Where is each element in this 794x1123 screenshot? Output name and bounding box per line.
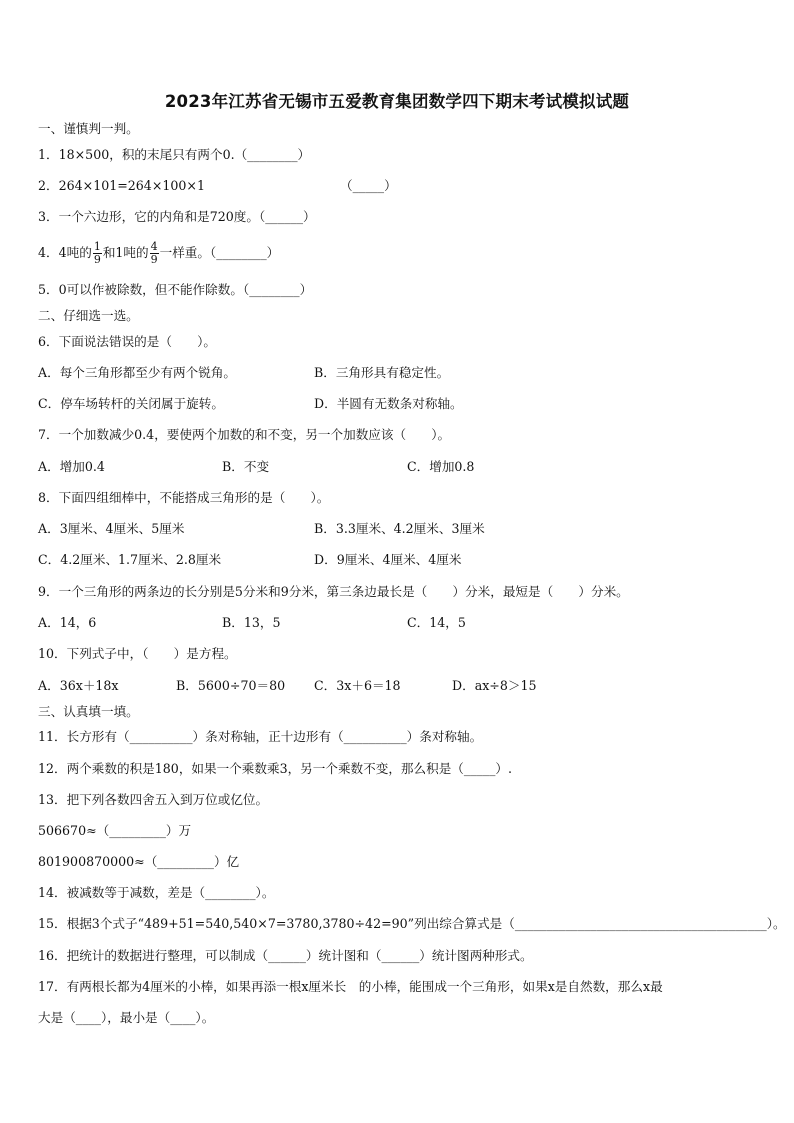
fraction-denominator: 9 xyxy=(150,253,158,266)
question-2: 2．264×101=264×100×1 xyxy=(38,178,205,193)
question-17-continued: 大是（____），最小是（____）。 xyxy=(38,1010,215,1025)
question-15: 15．根据3个式子“489+51=540,540×7=3780,3780÷42=90”列出综合算式是（________________________________________）。 xyxy=(38,916,786,931)
question-13-part-2: 801900870000≈（_________）亿 xyxy=(38,854,240,869)
fraction-one-ninth xyxy=(93,241,102,266)
question-3: 3．一个六边形，它的内角和是720度。（______） xyxy=(38,209,316,224)
question-2-answer-blank: （_____） xyxy=(340,178,397,193)
question-14: 14．被减数等于减数，差是（________）。 xyxy=(38,885,275,900)
question-7-option-c: C．增加0.8 xyxy=(407,459,475,474)
question-7-option-a: A．增加0.4 xyxy=(38,459,105,474)
page-title: 2023年江苏省无锡市五爱教育集团数学四下期末考试模拟试题 xyxy=(164,92,630,111)
question-7-option-b: B．不变 xyxy=(222,459,270,474)
fraction-four-ninths xyxy=(150,241,159,266)
question-10-option-b: B．5600÷70＝80 xyxy=(176,678,286,693)
section-heading-3: 三、认真填一填。 xyxy=(38,704,139,719)
question-10: 10．下列式子中，（ ）是方程。 xyxy=(38,646,237,661)
question-6-option-d: D．半圆有无数条对称轴。 xyxy=(314,396,463,411)
question-4 xyxy=(38,240,279,266)
question-8: 8．下面四组细棒中，不能搭成三角形的是（ ）。 xyxy=(38,490,330,505)
question-6: 6．下面说法错误的是（ ）。 xyxy=(38,334,217,349)
question-13: 13．把下列各数四舍五入到万位或亿位。 xyxy=(38,792,269,807)
fraction-numerator: 1 xyxy=(93,240,101,253)
question-10-option-c: C．3x＋6＝18 xyxy=(314,678,401,693)
fraction-denominator: 9 xyxy=(93,253,101,266)
question-17: 17．有两根长都为4厘米的小棒，如果再添一根x厘米长 的小棒，能围成一个三角形，如果x是自然数，那么x最 xyxy=(38,979,663,994)
question-1: 1．18×500，积的末尾只有两个0.（________） xyxy=(38,147,311,162)
question-11: 11．长方形有（__________）条对称轴，正十边形有（__________）条对称轴。 xyxy=(38,729,483,744)
question-8-option-d: D．9厘米、4厘米、4厘米 xyxy=(314,552,462,567)
question-9-option-b: B．13，5 xyxy=(222,615,281,630)
question-5: 5．0可以作被除数，但不能作除数。（________） xyxy=(38,282,313,297)
question-4-suffix: 一样重。（________） xyxy=(159,245,280,260)
question-16: 16．把统计的数据进行整理，可以制成（______）统计图和（______）统计图两种形式。 xyxy=(38,948,533,963)
question-4-prefix: 4．4吨的 xyxy=(38,245,92,260)
question-12: 12．两个乘数的积是180，如果一个乘数乘3，另一个乘数不变，那么积是（_____）. xyxy=(38,761,512,776)
question-9: 9．一个三角形的两条边的长分别是5分米和9分米，第三条边最长是（ ）分米，最短是（ ）分米。 xyxy=(38,584,629,599)
question-6-option-c: C．停车场转杆的关闭属于旋转。 xyxy=(38,396,224,411)
question-4-middle: 和1吨的 xyxy=(102,245,149,260)
question-6-option-a: A．每个三角形都至少有两个锐角。 xyxy=(38,365,237,380)
fraction-numerator: 4 xyxy=(150,240,158,253)
question-13-part-1: 506670≈（_________）万 xyxy=(38,823,192,838)
question-9-option-c: C．14，5 xyxy=(407,615,466,630)
question-8-option-b: B．3.3厘米、4.2厘米、3厘米 xyxy=(314,521,485,536)
section-heading-1: 一、谨慎判一判。 xyxy=(38,121,139,136)
question-10-option-a: A．36x＋18x xyxy=(38,678,119,693)
question-8-option-a: A．3厘米、4厘米、5厘米 xyxy=(38,521,185,536)
question-8-option-c: C．4.2厘米、1.7厘米、2.8厘米 xyxy=(38,552,222,567)
question-7: 7．一个加数减少0.4，要使两个加数的和不变，另一个加数应该（ ）。 xyxy=(38,427,451,442)
question-10-option-d: D．ax÷8＞15 xyxy=(452,678,537,693)
question-6-option-b: B．三角形具有稳定性。 xyxy=(314,365,450,380)
question-9-option-a: A．14，6 xyxy=(38,615,97,630)
section-heading-2: 二、仔细选一选。 xyxy=(38,308,139,323)
